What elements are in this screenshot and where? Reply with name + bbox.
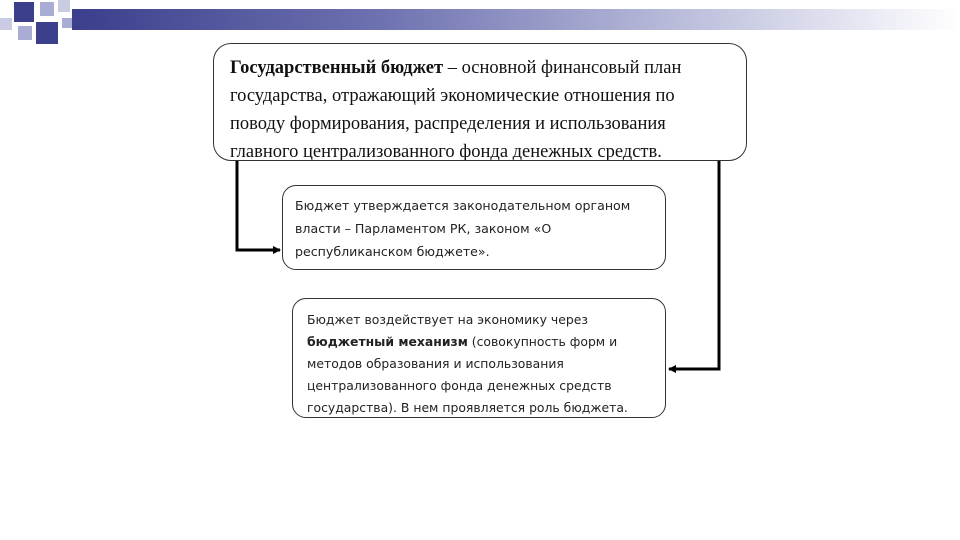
- mechanism-term: бюджетный механизм: [307, 334, 468, 349]
- mechanism-text-before: Бюджет воздействует на экономику через: [307, 312, 588, 327]
- budget-approval-box: [282, 185, 666, 270]
- budget-mechanism-box: [292, 298, 666, 418]
- budget-definition-box: [213, 43, 747, 161]
- arrow-to-mechanism-box: [669, 161, 719, 369]
- arrow-to-approval-box: [237, 161, 280, 250]
- budget-term: Государственный бюджет: [230, 58, 444, 78]
- mechanism-text-after: (совокупность форм и методов образования и использования централизованного фонда денежных средств государства). В нем проявляется роль бюджета.: [307, 334, 628, 415]
- budget-definition-text: – основной финансовый план государства, отражающий экономические отношения по поводу формирования, распределения и использования главного централизованного фонда денежных средств.: [230, 58, 682, 161]
- budget-approval-text: Бюджет утверждается законодательном органом власти – Парламентом РК, законом «О республиканском бюджете».: [295, 198, 631, 259]
